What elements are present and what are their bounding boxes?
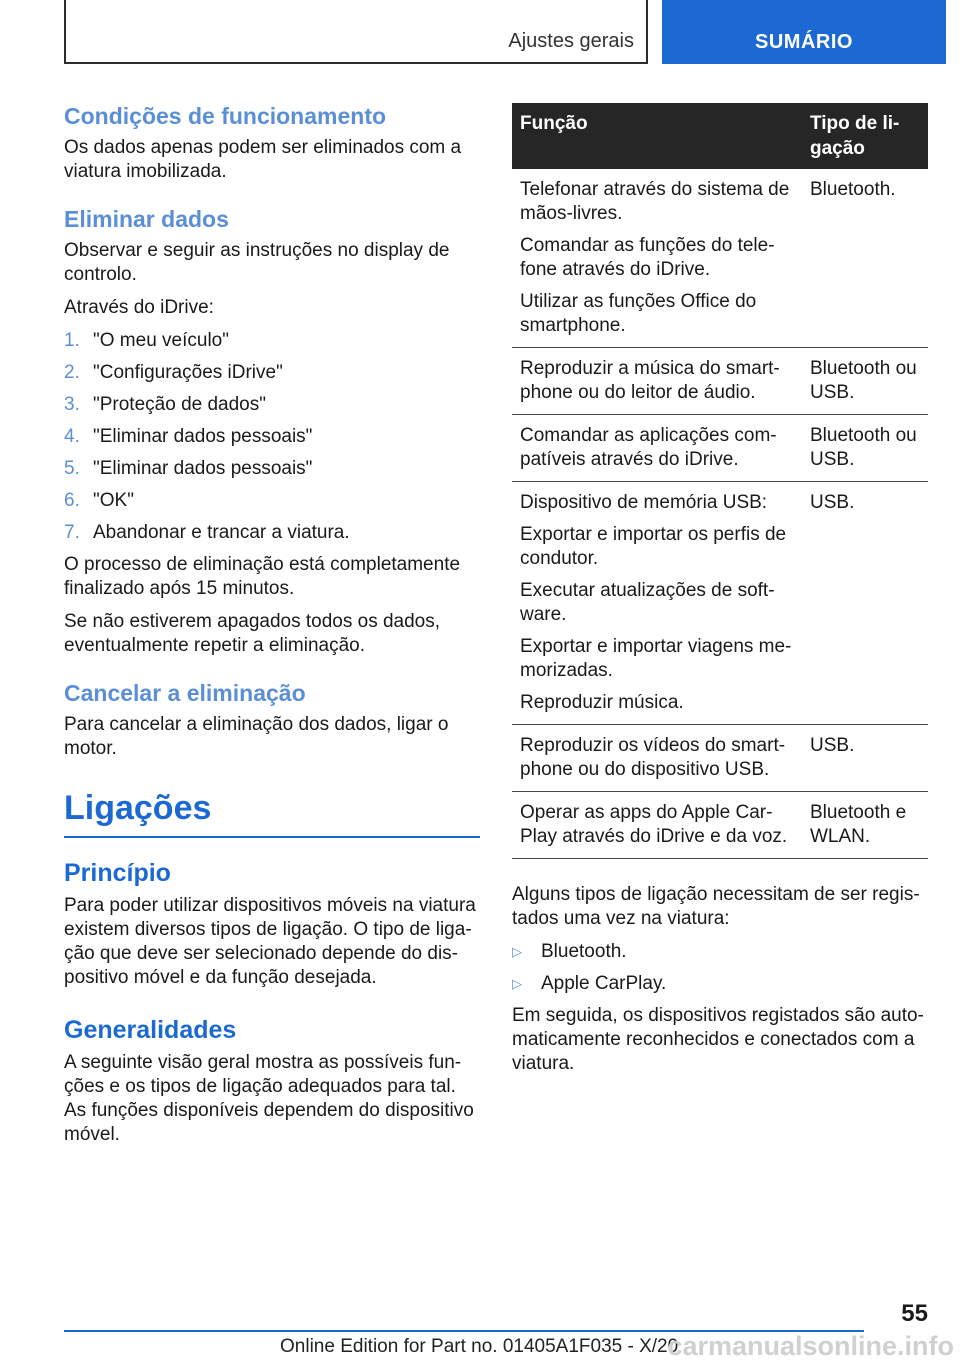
cancel-deletion-heading: Cancelar a eliminação	[64, 680, 306, 706]
watermark: carmanualsonline.info	[667, 1331, 954, 1361]
table-header-row	[512, 103, 928, 169]
edition-footer: Online Edition for Part no. 01405A1F035 - X/20	[280, 1336, 679, 1357]
left-column	[64, 100, 480, 1156]
list-item: ▷ Bluetooth.	[512, 941, 627, 962]
principle-text: Para poder utilizar dispositivos móveis na viatura existem diversos tipos de ligação. O tipo de liga- ção que deve ser selecionado depende do dis- positivo móvel e da função desejada.	[64, 895, 476, 988]
list-item: 5. "Eliminar dados pessoais"	[64, 458, 313, 479]
table-row: Reproduzir os vídeos do smart- phone ou do dispositivo USB. USB.	[512, 725, 928, 792]
page-number: 55	[901, 1300, 928, 1327]
registration-list	[512, 940, 928, 996]
table-row: Reproduzir a música do smart- phone ou do leitor de áudio. Bluetooth ou USB.	[512, 348, 928, 415]
list-item: 4. "Eliminar dados pessoais"	[64, 426, 313, 447]
connection-type-column-header: Tipo de li- gação	[802, 103, 928, 169]
list-item: 3. "Proteção de dados"	[64, 394, 266, 415]
list-item: 7. Abandonar e trancar a viatura.	[64, 522, 350, 543]
registration-text: Alguns tipos de ligação necessitam de ser regis- tados uma vez na viatura:	[512, 884, 920, 929]
repeat-deletion-text: Se não estiverem apagados todos os dados, eventualmente repetir a eliminação.	[64, 611, 441, 656]
list-item: ▷ Apple CarPlay.	[512, 973, 667, 994]
table-row: Dispositivo de memória USB: Exportar e importar os perfis de condutor. Executar atualizações de soft- ware. Exportar e importar viagens me- morizadas. Reproduzir música. USB.	[512, 482, 928, 725]
cancel-deletion-text: Para cancelar a eliminação dos dados, ligar o motor.	[64, 714, 449, 759]
connection-types-table	[512, 103, 928, 859]
general-heading: Generalidades	[64, 1016, 237, 1044]
auto-connect-text: Em seguida, os dispositivos registados são auto- maticamente reconhecidos e conectados com a viatura.	[512, 1005, 924, 1074]
function-column-header: Função	[512, 103, 802, 169]
delete-data-heading: Eliminar dados	[64, 206, 229, 232]
delete-data-text: Observar e seguir as instruções no display de controlo.	[64, 240, 450, 285]
idrive-intro-text: Através do iDrive:	[64, 297, 214, 318]
chapter-title: Ajustes gerais	[508, 30, 634, 52]
contents-button[interactable]: SUMÁRIO	[662, 0, 946, 64]
deletion-duration-text: O processo de eliminação está completamente finalizado após 15 minutos.	[64, 554, 461, 599]
section-rule	[64, 784, 480, 838]
operating-conditions-text: Os dados apenas podem ser eliminados com a viatura imobilizada.	[64, 137, 462, 182]
triangle-bullet-icon: ▷	[512, 944, 522, 959]
triangle-bullet-icon: ▷	[512, 976, 522, 991]
table-row: Operar as apps do Apple Car- Play através do iDrive e da voz. Bluetooth e WLAN.	[512, 792, 928, 859]
connections-section-title: Ligações	[64, 789, 212, 827]
principle-heading: Princípio	[64, 859, 171, 887]
right-column	[512, 103, 928, 1085]
table-row: Telefonar através do sistema de mãos-livres. Comandar as funções do tele- fone através do iDrive. Utilizar as funções Office do smartphone. Bluetooth.	[512, 169, 928, 348]
list-item: 6. "OK"	[64, 490, 134, 511]
list-item: 2. "Configurações iDrive"	[64, 362, 283, 383]
table-row: Comandar as aplicações com- patíveis através do iDrive. Bluetooth ou USB.	[512, 415, 928, 482]
operating-conditions-heading: Condições de funcionamento	[64, 103, 387, 129]
general-text: A seguinte visão geral mostra as possíveis fun- ções e os tipos de ligação adequados para tal. As funções disponíveis dependem do dispositivo móvel.	[64, 1052, 474, 1145]
header-frame	[64, 0, 648, 64]
list-item: 1. "O meu veículo"	[64, 330, 229, 351]
delete-steps-list	[64, 329, 480, 545]
